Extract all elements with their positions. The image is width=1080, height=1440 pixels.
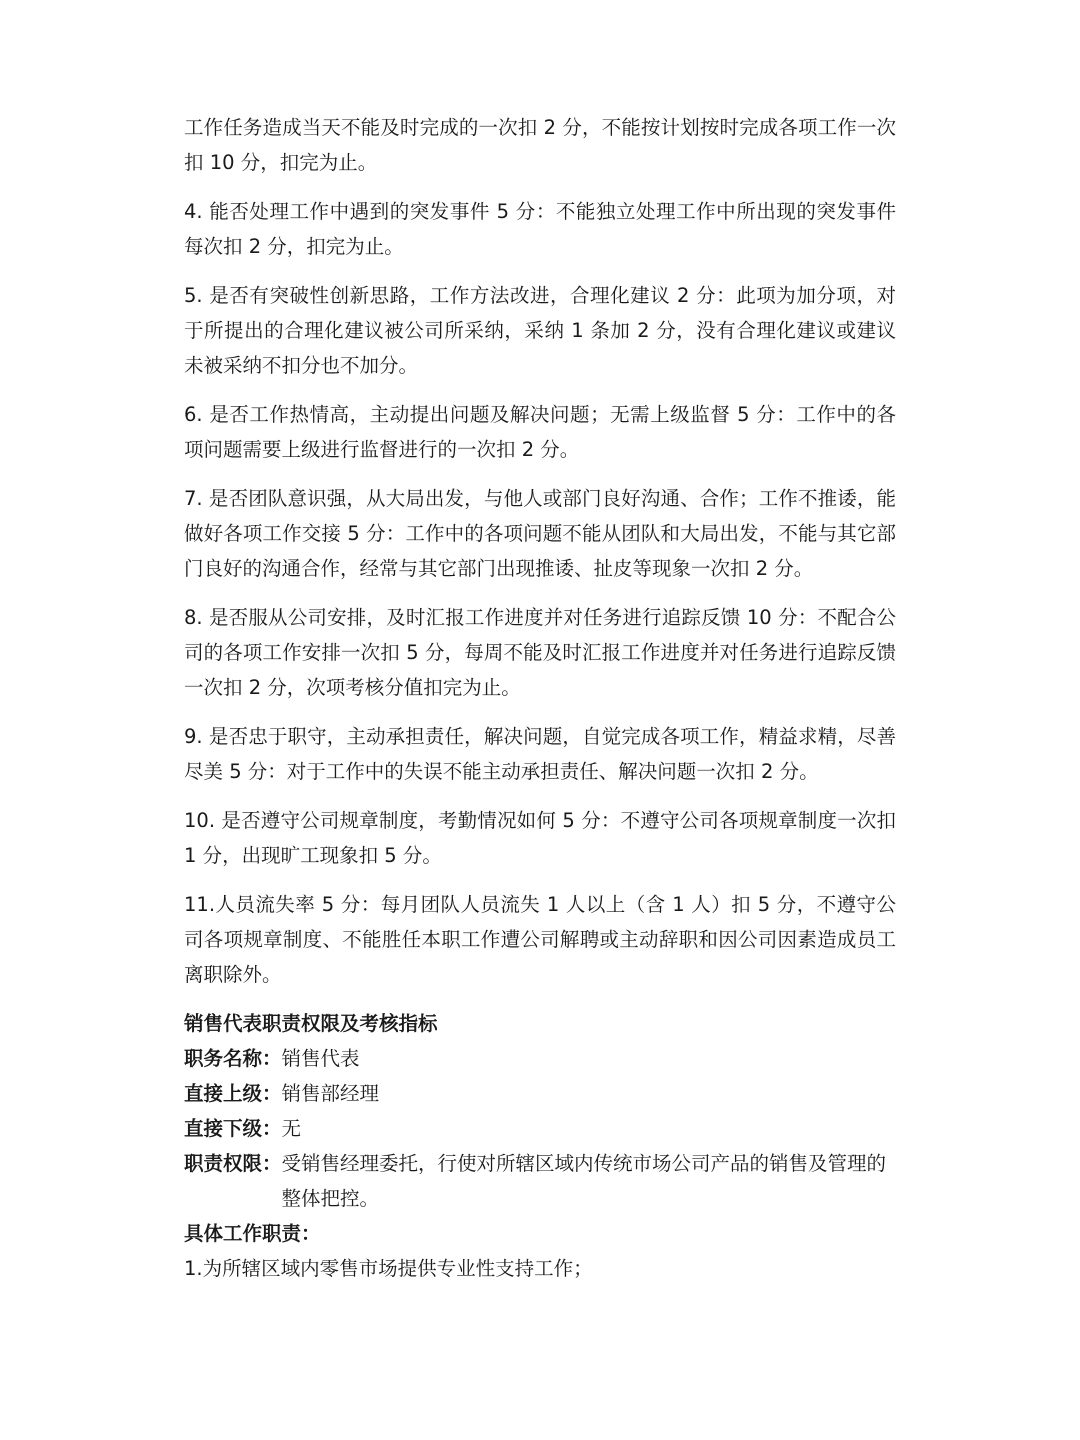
- field-label: 直接上级：: [184, 1082, 282, 1105]
- paragraph-item-8: 8. 是否服从公司安排，及时汇报工作进度并对任务进行追踪反馈 10 分：不配合公司的各项工作安排一次扣 5 分，每周不能及时汇报工作进度并对任务进行追踪反馈一次扣 2 分，次项考核分值扣完为止。: [184, 606, 896, 699]
- field-direct-subordinate: [184, 1111, 896, 1146]
- field-value: 销售部经理: [281, 1082, 380, 1105]
- field-label: 直接下级：: [184, 1117, 282, 1140]
- field-value: 销售代表: [281, 1047, 360, 1070]
- paragraph-item-10: 10. 是否遵守公司规章制度，考勤情况如何 5 分：不遵守公司各项规章制度一次扣 1 分，出现旷工现象扣 5 分。: [184, 809, 896, 867]
- field-value: 受销售经理委托，行使对所辖区域内传统市场公司产品的销售及管理的整体把控。: [281, 1152, 887, 1210]
- paragraph-item-7: 7. 是否团队意识强，从大局出发，与他人或部门良好沟通、合作；工作不推诿，能做好各项工作交接 5 分：工作中的各项问题不能从团队和大局出发，不能与其它部门良好的沟通合作，经常与其它部门出现推诿、扯皮等现象一次扣 2 分。: [184, 487, 896, 580]
- document-page: [184, 110, 896, 1286]
- duty-item: 1.为所辖区域内零售市场提供专业性支持工作；: [184, 1257, 593, 1280]
- field-label: 职责权限：: [184, 1152, 282, 1175]
- field-direct-superior: [184, 1076, 896, 1111]
- paragraph-item-5: 5. 是否有突破性创新思路，工作方法改进，合理化建议 2 分：此项为加分项，对于所提出的合理化建议被公司所采纳，采纳 1 条加 2 分，没有合理化建议或建议未被采纳不扣分也不加分。: [184, 284, 896, 377]
- paragraph-item-9: 9. 是否忠于职守，主动承担责任，解决问题，自觉完成各项工作，精益求精，尽善尽美 5 分：对于工作中的失误不能主动承担责任、解决问题一次扣 2 分。: [184, 725, 896, 783]
- field-value: 无: [281, 1117, 302, 1140]
- duties-heading: 具体工作职责：: [184, 1222, 321, 1245]
- paragraph-item-6: 6. 是否工作热情高，主动提出问题及解决问题；无需上级监督 5 分：工作中的各项问题需要上级进行监督进行的一次扣 2 分。: [184, 403, 896, 461]
- paragraph-item-4: 4. 能否处理工作中遇到的突发事件 5 分：不能独立处理工作中所出现的突发事件每次扣 2 分，扣完为止。: [184, 200, 896, 258]
- section-title: 销售代表职责权限及考核指标: [184, 1012, 438, 1035]
- field-job-title: [184, 1041, 896, 1076]
- paragraph-continuation: 工作任务造成当天不能及时完成的一次扣 2 分，不能按计划按时完成各项工作一次扣 10 分，扣完为止。: [184, 116, 896, 174]
- role-section: [184, 1006, 896, 1286]
- paragraph-item-11: 11.人员流失率 5 分：每月团队人员流失 1 人以上（含 1 人）扣 5 分，不遵守公司各项规章制度、不能胜任本职工作遭公司解聘或主动辞职和因公司因素造成员工离职除外。: [184, 893, 896, 986]
- field-authority: [184, 1146, 896, 1216]
- field-label: 职务名称：: [184, 1047, 282, 1070]
